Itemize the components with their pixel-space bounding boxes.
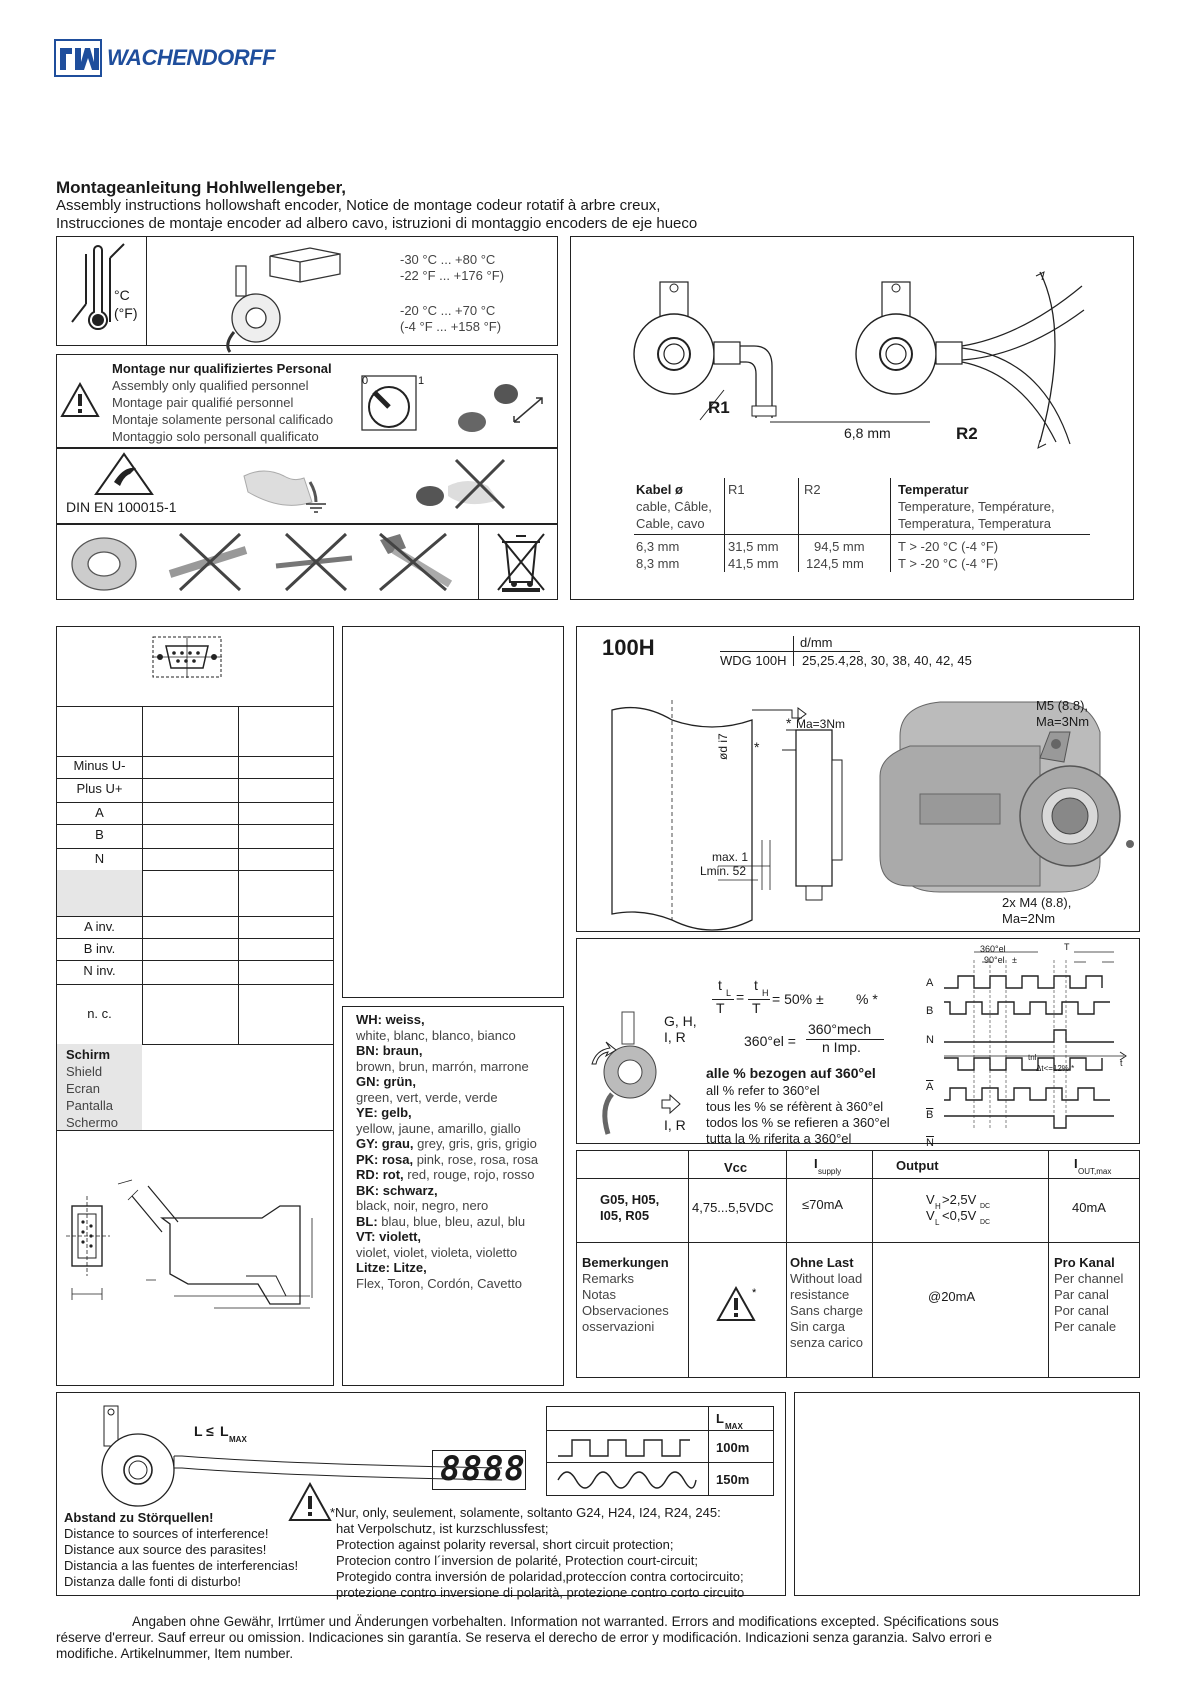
equals-sign: = (736, 989, 745, 1005)
tl-sub: L (726, 988, 732, 998)
personnel-line: Montaggio solo personall qualificato (112, 429, 319, 444)
th-sub: H (762, 988, 769, 998)
pct-line: tous les % se réfèrent à 360°el (706, 1099, 884, 1114)
shield-heading: Schirm (66, 1047, 111, 1062)
color-entry (356, 1152, 538, 1167)
unplug-icon (450, 372, 550, 442)
el90-label: 90°el (984, 955, 1005, 965)
output-header: Output (896, 1158, 939, 1173)
unit-fahrenheit: (°F) (114, 305, 138, 321)
sub-d-connector-icon (152, 636, 222, 678)
personnel-line: Assembly only qualified personnel (112, 378, 309, 393)
color-translation: violet, violet, violeta, violetto (356, 1244, 518, 1260)
timing-diagram (944, 950, 1124, 1140)
logo-text: WACHENDORFF (107, 45, 276, 70)
shield-line: Ecran (66, 1081, 100, 1096)
protection-note: *Nur, only, seulement, solamente, soltanto G24, H24, I24, R24, 245: (330, 1505, 721, 1520)
color-code: GN: grün, (356, 1074, 416, 1089)
output-vl-sub: L (935, 1218, 940, 1227)
duty-cycle: = 50% ± (772, 991, 824, 1007)
storage-temp-c: -30 °C ... +80 °C (400, 252, 496, 267)
bore-diameter-label: ød i7 (716, 733, 730, 760)
logo-mark-icon (55, 40, 103, 76)
pin-row-label: Plus U+ (76, 781, 123, 796)
pct-line: todos los % se refieren a 360°el (706, 1115, 890, 1130)
interference-heading: Abstand zu Störquellen! (64, 1510, 214, 1525)
encoder-sketch-icon (220, 266, 300, 356)
lmin-label: Lmin. 52 (700, 864, 747, 878)
interference-line: Distanza dalle fonti di disturbo! (64, 1574, 242, 1589)
interference-line: Distancia a las fuentes de interferencias! (64, 1558, 299, 1573)
screw-m5-torque: Ma=3Nm (1036, 714, 1090, 729)
screw-m4-label: 2x M4 (8.8), (1002, 895, 1072, 910)
page-subtitle-2: Instrucciones de montaje encoder ad albero cavo, istruzioni di montaggio encoders de eje hueco (56, 215, 698, 232)
pin-row-label: Minus U- (73, 758, 126, 773)
channel-label: $\overline{N}$ (926, 1137, 934, 1149)
g-h-label: G, H, (664, 1013, 697, 1029)
pin-row-label: n. c. (87, 1006, 112, 1021)
output-type: I05, R05 (600, 1208, 650, 1223)
esd-norm: DIN EN 100015-1 (66, 499, 177, 515)
torque-label: Ma=3Nm (796, 717, 846, 731)
max-label: max. 1 (712, 850, 749, 864)
waveform-icons (556, 1436, 706, 1496)
color-entry (356, 1012, 425, 1027)
remarks-line: Observaciones (582, 1303, 669, 1318)
output-iout: 40mA (1072, 1200, 1106, 1215)
period-label: T (752, 1000, 761, 1016)
color-entry (356, 1043, 422, 1058)
cable-table-header: cable, Câble, (636, 499, 712, 514)
per-channel-heading: Pro Kanal (1054, 1255, 1115, 1270)
page-title: Montageanleitung Hohlwellengeber, (56, 178, 346, 197)
no-bending-icon (170, 530, 250, 594)
length-formula: L (194, 1423, 203, 1439)
pct-line: tutta la % riferita a 360°el (706, 1131, 852, 1146)
page-subtitle-1: Assembly instructions hollowshaft encoder, Notice de montage codeur rotatif à arbre creux, (56, 197, 661, 214)
color-translation: pink, rose, rosa, rosa (413, 1151, 539, 1167)
power-switch-icon (360, 374, 420, 434)
color-entry (356, 1136, 537, 1151)
weee-bin-icon (492, 530, 552, 594)
cable-table-cell: T > -20 °C (-4 °F) (898, 539, 999, 554)
per-channel-line: Par canal (1054, 1287, 1109, 1302)
per-channel-line: Per channel (1054, 1271, 1124, 1286)
protection-note: hat Verpolschutz, ist kurzschlussfest; (336, 1521, 549, 1536)
cable-table-cell: 6,3 mm (636, 539, 680, 554)
blank-panel (794, 1392, 1140, 1596)
remarks-line: Remarks (582, 1271, 635, 1286)
length-formula-sub: MAX (229, 1435, 247, 1444)
color-code: BL: (356, 1213, 378, 1229)
per-channel-line: Per canale (1054, 1319, 1117, 1334)
cable-table-cell: 8,3 mm (636, 556, 680, 571)
warning-icon (716, 1286, 756, 1322)
display-digits: 8888 (440, 1449, 526, 1489)
storage-temp-f: -22 °F ... +176 °F) (400, 268, 504, 283)
output-dc: DC (980, 1203, 991, 1210)
noload-line: Sin carga (790, 1319, 845, 1334)
output-header-sub: OUT,max (1078, 1167, 1112, 1176)
remarks-line: Notas (582, 1287, 616, 1302)
screw-m4-torque: Ma=2Nm (1002, 911, 1056, 926)
wdg-label: WDG 100H (720, 653, 787, 668)
at-20ma: @20mA (928, 1289, 976, 1304)
footer-disclaimer: modifiche. Artikelnummer, Item number. (56, 1646, 294, 1661)
no-touch-icon (408, 456, 508, 512)
cable-table-cell: T > -20 °C (-4 °F) (898, 556, 999, 571)
remarks-heading: Bemerkungen (582, 1255, 669, 1270)
personnel-line: Montage pair qualifié personnel (112, 395, 294, 410)
length-formula-le: ≤ (206, 1423, 214, 1439)
protection-note: protezione contro inversione di polarità, protezione contro corto circuito (336, 1585, 745, 1600)
star-marker: * (754, 739, 760, 755)
footer-disclaimer: Angaben ohne Gewähr, Irrtümer und Änderungen vorbehalten. Information not warranted. Errors and modifications excepted. Spécifications sous (132, 1614, 999, 1629)
remarks-line: osservazioni (582, 1319, 655, 1334)
warning-icon (60, 382, 100, 418)
cable-table-header: Cable, cavo (636, 516, 705, 531)
cable-table-header: Temperature, Température, (898, 499, 1055, 514)
lmax-square-value: 100m (716, 1440, 750, 1455)
connector-drawing (66, 1176, 326, 1326)
protection-note: Protecion contro l´inversion de polarité, Protection court-circuit; (336, 1553, 698, 1568)
per-channel-line: Por canal (1054, 1303, 1109, 1318)
cable-table-cell: 124,5 mm (806, 556, 864, 571)
encoder-ring-icon (66, 530, 146, 594)
color-code: YE: gelb, (356, 1105, 412, 1120)
delta-label: Δt<=12% * (1036, 1064, 1075, 1073)
color-entry (356, 1167, 534, 1182)
shield-line: Pantalla (66, 1098, 113, 1113)
personnel-line: Montaje solamente personal calificado (112, 412, 334, 427)
color-translation: Flex, Toron, Cordón, Cavetto (356, 1275, 522, 1291)
output-header: I (1074, 1156, 1078, 1171)
mech-label: 360°mech (808, 1021, 872, 1037)
noload-heading: Ohne Last (790, 1255, 854, 1270)
color-entry (356, 1260, 427, 1275)
i-r-label: I, R (664, 1117, 686, 1133)
color-code: RD: rot, (356, 1167, 404, 1182)
unit-celsius: °C (114, 287, 130, 303)
diameter-list: 25,25.4,28, 30, 38, 40, 42, 45 (802, 653, 972, 668)
warning-icon (288, 1482, 332, 1522)
star-marker: * (786, 715, 792, 731)
th-label: t (754, 977, 758, 993)
pin-row-label: N inv. (83, 963, 116, 978)
output-vh: V (926, 1192, 935, 1207)
thermometer-icon (62, 240, 142, 340)
shield-line: Shield (66, 1064, 103, 1079)
noload-line: senza carico (790, 1335, 863, 1350)
color-translation: white, blanc, blanco, bianco (356, 1027, 516, 1043)
cable-table-header: R1 (728, 482, 745, 497)
r1-label: R1 (708, 398, 730, 417)
output-vl-value: <0,5V (942, 1208, 977, 1223)
mounting-drawing (600, 690, 920, 920)
output-vl: V (926, 1208, 935, 1223)
pin-row-label: N (94, 851, 105, 866)
protection-note: Protection against polarity reversal, short circuit protection; (336, 1537, 674, 1552)
color-translation: red, rouge, rojo, rosso (403, 1167, 535, 1182)
tl-label: t (718, 977, 722, 993)
dial-zero: 0 (362, 375, 369, 387)
pin-row-label: B (95, 827, 104, 842)
grounded-hand-icon (240, 456, 340, 512)
screw-m5-label: M5 (8.8), (1036, 698, 1089, 713)
company-logo (55, 40, 285, 76)
noload-line: resistance (790, 1287, 850, 1302)
footer-disclaimer: réserve d'erreur. Sauf erreur ou omission. Indicaciones sin garantía. Se reserva el derecho de error y modificación. Indicazioni senza garanzia. Salvo errori e (56, 1630, 993, 1645)
channel-label: A (926, 977, 934, 989)
lmax-sine-value: 150m (716, 1472, 750, 1487)
channel-label: B (926, 1005, 934, 1017)
channel-label: $\overline{A}$ (926, 1081, 934, 1093)
output-header: Vcc (724, 1160, 748, 1175)
bending-distance: 6,8 mm (844, 425, 891, 441)
noload-line: Without load (790, 1271, 863, 1286)
color-entry (356, 1229, 421, 1244)
pct-line: all % refer to 360°el (706, 1083, 820, 1098)
dmm-label: d/mm (800, 635, 833, 650)
output-isupply: ≤70mA (802, 1197, 844, 1212)
channel-label: $\overline{B}$ (926, 1109, 934, 1121)
el-formula: 360°el = (744, 1033, 796, 1049)
color-code-upper-panel (342, 626, 564, 998)
esd-warning-icon (94, 452, 154, 496)
no-hammer-icon (370, 530, 470, 594)
color-code: WH: weiss, (356, 1012, 425, 1027)
color-entry (356, 1214, 525, 1229)
interference-line: Distance to sources of interference! (64, 1526, 269, 1541)
output-header: I (814, 1156, 818, 1171)
cable-table-cell: 31,5 mm (728, 539, 779, 554)
color-entry (356, 1183, 438, 1198)
bending-radius-diagram (600, 270, 1120, 490)
cable-table-header: Kabel ø (636, 482, 683, 497)
pin-row-label: B inv. (83, 941, 116, 956)
output-vh-sub: H (935, 1202, 941, 1211)
output-type: G05, H05, (600, 1192, 660, 1207)
shield-line: Schermo (66, 1115, 119, 1130)
imp-label: n Imp. (822, 1039, 861, 1055)
pct-heading: alle % bezogen auf 360°el (706, 1065, 876, 1081)
pin-row-label: A inv. (84, 919, 115, 934)
output-dc: DC (980, 1219, 991, 1226)
no-screwdriver-icon (276, 530, 356, 594)
el360-label: 360°el (980, 944, 1006, 954)
color-translation: yellow, jaune, amarillo, giallo (356, 1120, 521, 1136)
duty-pct: % * (856, 991, 878, 1007)
color-translation: brown, brun, marrón, marrone (356, 1058, 529, 1074)
color-translation: blau, blue, bleu, azul, blu (377, 1213, 526, 1229)
tolerance-label: ± (1012, 955, 1017, 965)
r2-label: R2 (956, 424, 978, 443)
color-entry (356, 1105, 412, 1120)
pin-row-label: A (95, 805, 104, 820)
svg-text:*: * (752, 1287, 757, 1299)
personnel-heading: Montage nur qualifiziertes Personal (112, 361, 332, 376)
cable-table-cell: 94,5 mm (814, 539, 865, 554)
color-code: Litze: Litze, (356, 1260, 427, 1275)
operating-temp-c: -20 °C ... +70 °C (400, 303, 496, 318)
length-formula-lmax: L (220, 1423, 229, 1439)
dial-one: 1 (418, 375, 425, 387)
operating-temp-f: (-4 °F ... +158 °F) (400, 319, 502, 334)
interference-line: Distance aux source des parasites! (64, 1542, 267, 1557)
period-t-label: T (1064, 942, 1070, 952)
tnl-label: tnl (1028, 1053, 1037, 1062)
protection-note: Protegido contra inversión de polaridad,proteccíon contra cortocircuito; (336, 1569, 744, 1584)
cable-table-header: R2 (804, 482, 821, 497)
cable-table-cell: 41,5 mm (728, 556, 779, 571)
color-code: VT: violett, (356, 1229, 422, 1244)
lmax-header-sub: MAX (725, 1422, 743, 1431)
period-label: T (716, 1000, 725, 1016)
color-code: PK: rosa, (356, 1151, 414, 1167)
lmax-header: L (716, 1411, 724, 1426)
color-translation: grey, gris, gris, grigio (413, 1136, 537, 1151)
cable-table-header: Temperatura, Temperatura (898, 516, 1051, 531)
channel-label: N (926, 1034, 934, 1046)
output-header-sub: supply (818, 1167, 842, 1176)
output-vh-value: >2,5V (942, 1192, 977, 1207)
color-code: GY: grau, (356, 1136, 414, 1151)
noload-line: Sans charge (790, 1303, 863, 1318)
color-code: BN: braun, (356, 1043, 423, 1058)
color-entry (356, 1074, 416, 1089)
color-translation: black, noir, negro, nero (356, 1198, 489, 1213)
time-axis-label: t (1120, 1058, 1123, 1068)
output-vcc: 4,75...5,5VDC (692, 1200, 774, 1215)
color-code: BK: schwarz, (356, 1182, 438, 1198)
i-r-label: I, R (664, 1029, 686, 1045)
cable-table-header: Temperatur (898, 482, 969, 497)
model-label: 100H (602, 635, 655, 660)
color-translation: green, vert, verde, verde (356, 1089, 498, 1105)
